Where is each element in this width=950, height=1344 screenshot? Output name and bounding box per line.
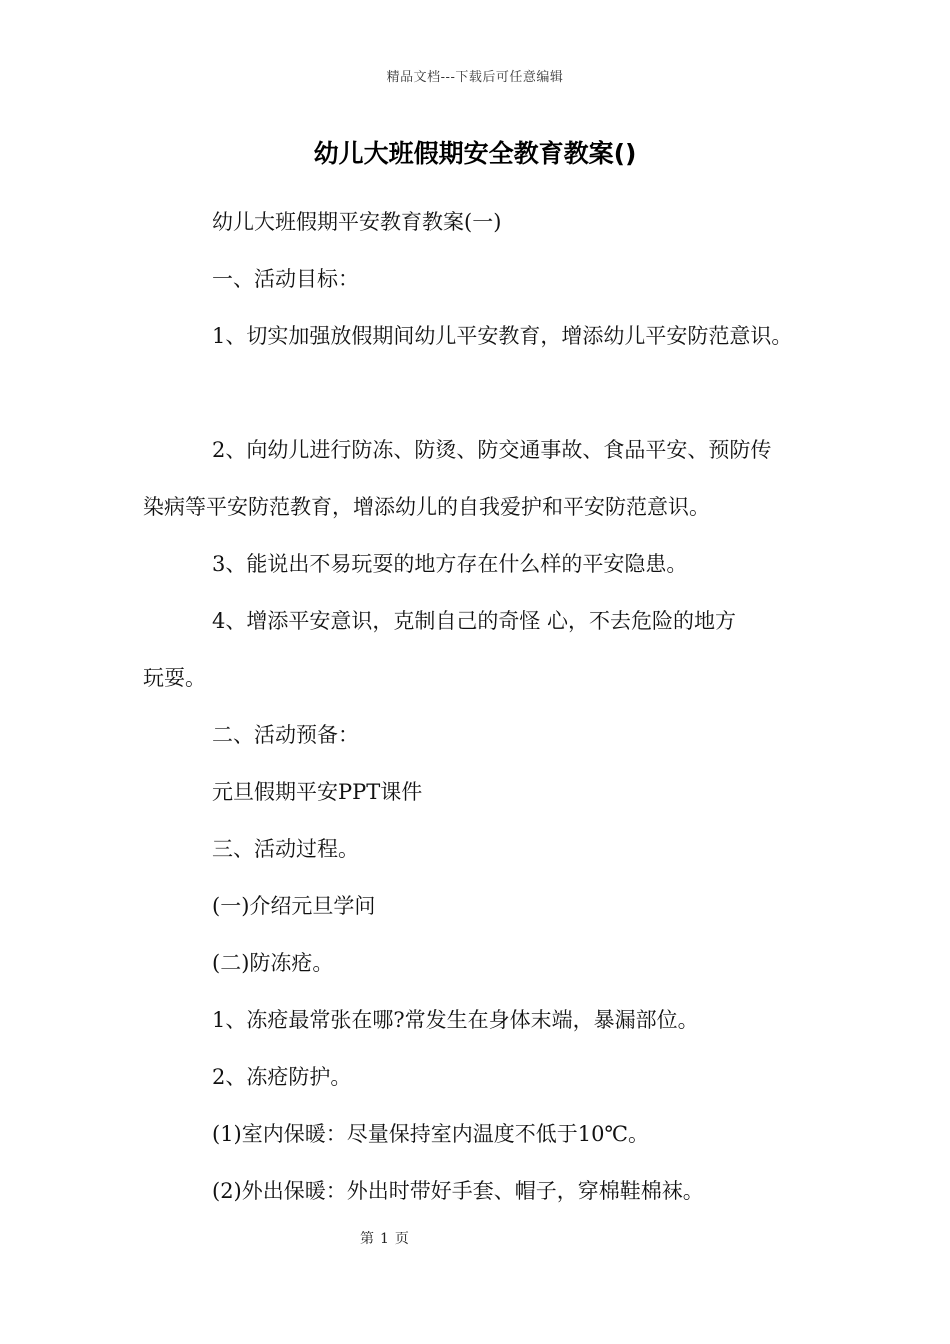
paragraph: 幼儿大班假期平安教育教案(一): [212, 210, 502, 234]
paragraph: (二)防冻疮。: [212, 951, 334, 975]
paragraph: 2、冻疮防护。: [212, 1065, 352, 1089]
footer-prefix: 第: [360, 1231, 374, 1247]
paragraph: 1、冻疮最常张在哪?常发生在身体末端，暴漏部位。: [212, 1008, 699, 1032]
section-heading: 三、活动过程。: [212, 837, 359, 861]
section-heading: 一、活动目标：: [212, 267, 359, 291]
page-number: 1: [380, 1231, 389, 1247]
paragraph: (2)外出保暖：外出时带好手套、帽子，穿棉鞋棉袜。: [212, 1179, 704, 1203]
paragraph: 玩耍。: [143, 666, 206, 690]
paragraph: 染病等平安防范教育，增添幼儿的自我爱护和平安防范意识。: [143, 495, 710, 519]
document-title: 幼儿大班假期安全教育教案(): [313, 139, 637, 168]
footer-suffix: 页: [394, 1231, 409, 1247]
paragraph: 3、能说出不易玩耍的地方存在什么样的平安隐患。: [212, 552, 688, 576]
paragraph: (1)室内保暖：尽量保持室内温度不低于10℃。: [212, 1122, 649, 1146]
paragraph: 4、增添平安意识，克制自己的奇怪 心，不去危险的地方: [212, 609, 737, 633]
paragraph: (一)介绍元旦学问: [212, 894, 376, 918]
section-heading: 二、活动预备：: [212, 723, 359, 747]
paragraph: 1、切实加强放假期间幼儿平安教育，增添幼儿平安防范意识。: [212, 324, 793, 348]
header-note: 精品文档---下载后可任意编辑: [386, 70, 564, 85]
paragraph: 2、向幼儿进行防冻、防烫、防交通事故、食品平安、预防传: [212, 438, 772, 462]
paragraph: 元旦假期平安PPT课件: [212, 780, 423, 804]
page-footer: [360, 1228, 409, 1248]
